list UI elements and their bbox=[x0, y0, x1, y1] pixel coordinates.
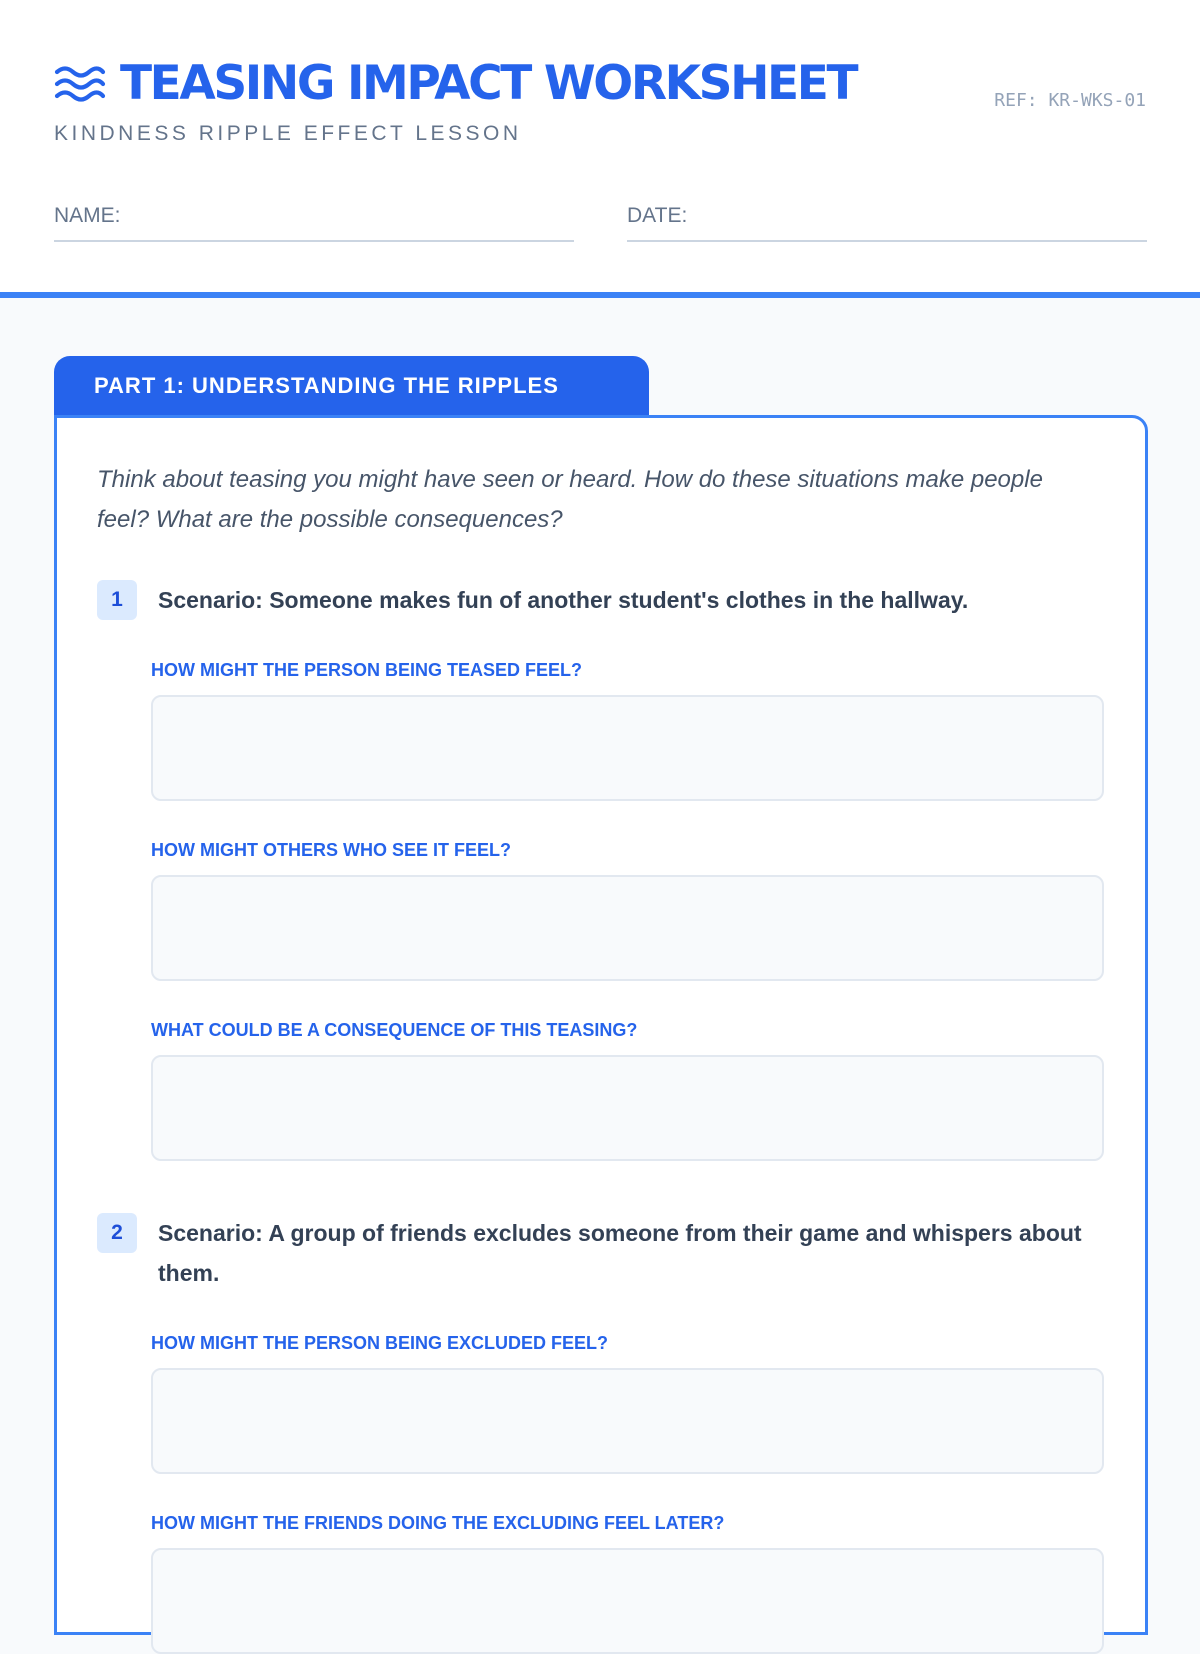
answer-box-q1-others-feel[interactable] bbox=[151, 875, 1104, 981]
answer-box-q2-feel-excluded[interactable] bbox=[151, 1368, 1104, 1474]
prompt-label: WHAT COULD BE A CONSEQUENCE OF THIS TEASING? bbox=[151, 1020, 638, 1040]
prompt-label: HOW MIGHT THE PERSON BEING TEASED FEEL? bbox=[151, 660, 583, 680]
page-subtitle: KINDNESS RIPPLE EFFECT LESSON bbox=[54, 122, 522, 145]
name-field[interactable] bbox=[54, 200, 574, 242]
reference-code: REF: KR-WKS-01 bbox=[994, 90, 1146, 111]
date-label: DATE: bbox=[627, 204, 688, 227]
answer-box-q2-friends-feel[interactable] bbox=[151, 1548, 1104, 1654]
name-label: NAME: bbox=[54, 204, 121, 227]
part-1-intro: Think about teasing you might have seen or heard. How do these situations make people feel? What are the possible consequences? bbox=[97, 466, 1043, 533]
question-number-badge: 2 bbox=[97, 1213, 137, 1253]
part-1-tab: PART 1: UNDERSTANDING THE RIPPLES bbox=[54, 356, 649, 420]
part-1-card bbox=[54, 415, 1148, 1635]
worksheet-header bbox=[0, 0, 1200, 298]
question-1-scenario: Scenario: Someone makes fun of another student's clothes in the hallway. bbox=[158, 587, 969, 613]
prompt-label: HOW MIGHT THE FRIENDS DOING THE EXCLUDING FEEL LATER? bbox=[151, 1513, 725, 1533]
date-field[interactable] bbox=[627, 200, 1147, 242]
question-number-badge: 1 bbox=[97, 580, 137, 620]
waves-icon bbox=[54, 64, 106, 104]
prompt-label: HOW MIGHT THE PERSON BEING EXCLUDED FEEL? bbox=[151, 1333, 609, 1353]
answer-box-q1-feel-teased[interactable] bbox=[151, 695, 1104, 801]
page-title: TEASING IMPACT WORKSHEET bbox=[120, 56, 857, 111]
title-row bbox=[54, 56, 856, 112]
answer-box-q1-consequence[interactable] bbox=[151, 1055, 1104, 1161]
prompt-label: HOW MIGHT OTHERS WHO SEE IT FEEL? bbox=[151, 840, 511, 860]
question-2-scenario: Scenario: A group of friends excludes someone from their game and whispers about them. bbox=[158, 1220, 1082, 1286]
